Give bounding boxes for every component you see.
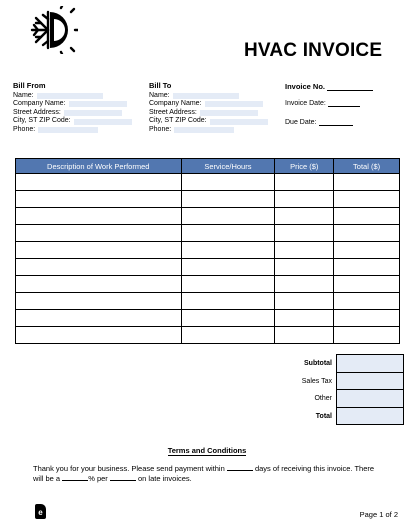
subtotal-row [275, 355, 404, 373]
table-row [16, 310, 400, 327]
bill-from-city-label: City, ST ZIP Code: [13, 117, 71, 125]
table-row [16, 276, 400, 293]
bill-to-street-field[interactable] [200, 110, 258, 116]
bill-to-heading: Bill To [149, 81, 172, 90]
bill-from-name-label: Name: [13, 91, 34, 99]
total-cell[interactable] [334, 259, 400, 276]
service-hours-cell[interactable] [181, 174, 275, 191]
service-hours-cell[interactable] [181, 327, 275, 344]
table-row [16, 225, 400, 242]
terms-text-part-2: days of receiving this invoice. There [254, 464, 375, 473]
terms-text-part-3: will be a [33, 474, 61, 483]
description-cell[interactable] [16, 191, 182, 208]
sales-tax-row [275, 373, 404, 391]
bill-from-street-field[interactable] [64, 110, 122, 116]
bill-to-city-label: City, ST ZIP Code: [149, 117, 207, 125]
price-cell[interactable] [275, 310, 334, 327]
other-row [275, 390, 404, 408]
service-hours-cell[interactable] [181, 208, 275, 225]
description-cell[interactable] [16, 327, 182, 344]
price-cell[interactable] [275, 276, 334, 293]
table-row [16, 174, 400, 191]
due-date-row [285, 119, 353, 126]
line-items-table [15, 158, 400, 344]
service-hours-cell[interactable] [181, 191, 275, 208]
snowflake-sun-logo-icon [28, 6, 78, 54]
invoice-title: HVAC INVOICE [244, 40, 383, 61]
table-header-row [16, 159, 400, 174]
sales-tax-label: Sales Tax [301, 377, 332, 385]
price-cell[interactable] [275, 259, 334, 276]
bill-to-name-label: Name: [149, 91, 170, 99]
due-date-label: Due Date: [285, 119, 317, 126]
other-label: Other [314, 395, 332, 403]
bill-from-heading: Bill From [13, 81, 46, 90]
terms-text-part-4: % per [88, 474, 108, 483]
service-hours-cell[interactable] [181, 310, 275, 327]
bill-from-name-field[interactable] [37, 93, 103, 99]
terms-text-part-5: on late invoices. [137, 474, 192, 483]
total-cell[interactable] [334, 327, 400, 344]
subtotal-label: Subtotal [304, 360, 332, 368]
total-field[interactable] [336, 407, 404, 426]
bill-from-phone-field[interactable] [38, 127, 98, 133]
other-field[interactable] [336, 389, 404, 408]
invoice-number-label: Invoice No. [285, 82, 326, 91]
service-hours-cell[interactable] [181, 259, 275, 276]
header-price: Price ($) [275, 159, 334, 174]
total-cell[interactable] [334, 310, 400, 327]
page-number: Page 1 of 2 [359, 510, 398, 519]
total-cell[interactable] [334, 191, 400, 208]
table-row [16, 293, 400, 310]
total-row [275, 408, 404, 426]
description-cell[interactable] [16, 310, 182, 327]
invoice-date-label: Invoice Date: [285, 100, 326, 107]
terms-text [33, 463, 383, 483]
bill-from-phone-label: Phone: [13, 125, 36, 133]
bill-to-phone-label: Phone: [149, 125, 172, 133]
terms-text-part-1: Thank you for your business. Please send payment within [33, 464, 225, 473]
bill-to-company-label: Company Name: [149, 100, 202, 108]
description-cell[interactable] [16, 242, 182, 259]
late-fee-period-field[interactable] [110, 473, 136, 481]
total-cell[interactable] [334, 174, 400, 191]
description-cell[interactable] [16, 276, 182, 293]
service-hours-cell[interactable] [181, 276, 275, 293]
total-cell[interactable] [334, 208, 400, 225]
invoice-number-row [285, 82, 373, 91]
service-hours-cell[interactable] [181, 242, 275, 259]
header-description: Description of Work Performed [16, 159, 182, 174]
terms-title-text: Terms and Conditions [167, 446, 247, 455]
bill-to-company-field[interactable] [205, 101, 263, 107]
line-items-body [16, 174, 400, 344]
service-hours-cell[interactable] [181, 293, 275, 310]
sales-tax-field[interactable] [336, 372, 404, 391]
total-cell[interactable] [334, 242, 400, 259]
payment-days-field[interactable] [227, 463, 253, 471]
bill-to-name-field[interactable] [173, 93, 239, 99]
invoice-date-row [285, 100, 360, 107]
description-cell[interactable] [16, 208, 182, 225]
bill-from-section [13, 82, 132, 135]
document-e-icon: e [35, 504, 46, 519]
description-cell[interactable] [16, 225, 182, 242]
due-date-field[interactable] [319, 119, 353, 126]
bill-from-company-field[interactable] [69, 101, 127, 107]
price-cell[interactable] [275, 191, 334, 208]
price-cell[interactable] [275, 208, 334, 225]
header-service-hours: Service/Hours [181, 159, 275, 174]
bill-to-section [149, 82, 268, 135]
table-row [16, 242, 400, 259]
total-label: Total [315, 412, 332, 420]
bill-from-street-label: Street Address: [13, 108, 61, 116]
header-total: Total ($) [334, 159, 400, 174]
totals-section [275, 355, 404, 425]
bill-to-city-field[interactable] [210, 119, 268, 125]
service-hours-cell[interactable] [181, 225, 275, 242]
bill-to-street-label: Street Address: [149, 108, 197, 116]
price-cell[interactable] [275, 174, 334, 191]
price-cell[interactable] [275, 327, 334, 344]
price-cell[interactable] [275, 242, 334, 259]
late-fee-percent-field[interactable] [62, 473, 88, 481]
invoice-number-field[interactable] [327, 84, 373, 91]
table-row [16, 191, 400, 208]
subtotal-field[interactable] [336, 354, 404, 373]
table-row [16, 327, 400, 344]
table-row [16, 259, 400, 276]
description-cell[interactable] [16, 174, 182, 191]
description-cell[interactable] [16, 293, 182, 310]
total-cell[interactable] [334, 225, 400, 242]
bill-from-company-label: Company Name: [13, 100, 66, 108]
bill-from-city-field[interactable] [74, 119, 132, 125]
total-cell[interactable] [334, 293, 400, 310]
table-row [16, 208, 400, 225]
price-cell[interactable] [275, 225, 334, 242]
total-cell[interactable] [334, 276, 400, 293]
invoice-date-field[interactable] [328, 100, 360, 107]
price-cell[interactable] [275, 293, 334, 310]
description-cell[interactable] [16, 259, 182, 276]
bill-to-phone-field[interactable] [174, 127, 234, 133]
terms-title [0, 446, 414, 455]
